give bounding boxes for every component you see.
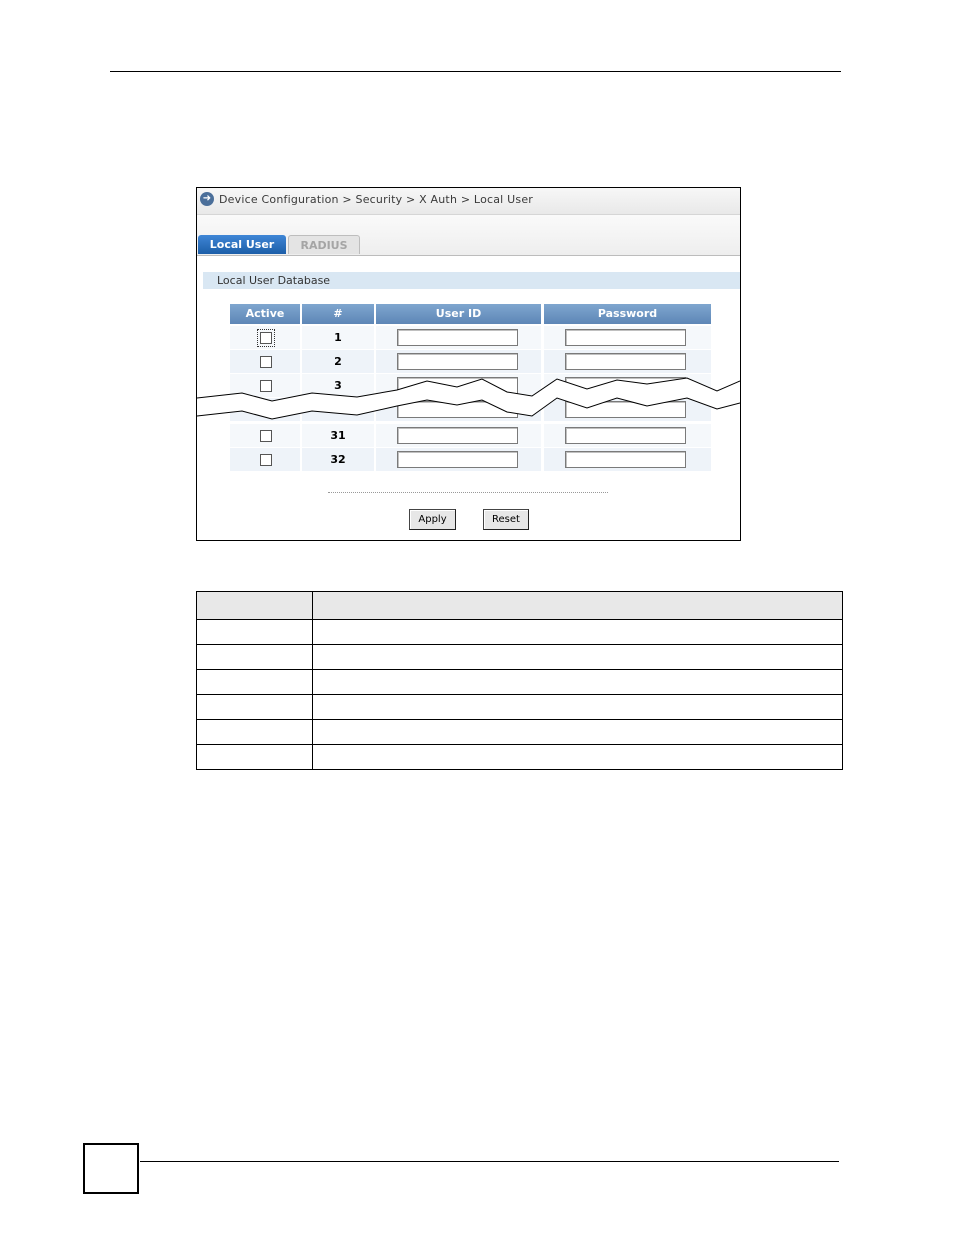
col-header-user-id: User ID	[376, 304, 541, 324]
active-checkbox[interactable]	[260, 356, 272, 368]
tab-local-user[interactable]: Local User	[198, 235, 286, 254]
table-row	[230, 350, 711, 373]
page-number-box	[83, 1143, 139, 1194]
row-number: 32	[302, 448, 374, 471]
section-title	[203, 272, 740, 289]
row-number: 3	[302, 374, 374, 397]
ui-screenshot	[196, 187, 741, 541]
row-number: 1	[302, 326, 374, 349]
active-checkbox[interactable]	[260, 454, 272, 466]
user-id-input[interactable]	[397, 427, 518, 444]
user-id-input[interactable]	[397, 353, 518, 370]
description-table	[196, 591, 843, 770]
page-break-tear	[197, 376, 740, 428]
table-row	[197, 670, 843, 695]
tab-bar	[197, 215, 740, 256]
apply-button[interactable]: Apply	[409, 509, 456, 530]
divider	[328, 492, 608, 493]
section-title-text: Local User Database	[217, 274, 331, 287]
user-id-input[interactable]	[397, 451, 518, 468]
password-input[interactable]	[565, 329, 686, 346]
table-header-row	[197, 592, 843, 620]
table-row	[197, 720, 843, 745]
breadcrumb-bar	[197, 188, 740, 215]
breadcrumb: Device Configuration > Security > X Auth > Local User	[219, 193, 534, 206]
table-row	[230, 448, 711, 471]
table-row	[197, 745, 843, 770]
row-number: 31	[302, 424, 374, 447]
row-number: 2	[302, 350, 374, 373]
footer-rule	[140, 1161, 839, 1162]
password-input[interactable]	[565, 451, 686, 468]
tab-radius[interactable]: RADIUS	[288, 235, 360, 254]
password-input[interactable]	[565, 353, 686, 370]
table-row	[197, 620, 843, 645]
col-header-number: #	[302, 304, 374, 324]
active-checkbox[interactable]	[260, 430, 272, 442]
table-row	[230, 326, 711, 349]
arrow-circle-icon: ➜	[200, 192, 214, 206]
active-checkbox[interactable]	[260, 332, 272, 344]
table-row	[197, 695, 843, 720]
user-id-input[interactable]	[397, 329, 518, 346]
col-header-active: Active	[230, 304, 300, 324]
col-header-password: Password	[544, 304, 711, 324]
reset-button[interactable]: Reset	[483, 509, 529, 530]
password-input[interactable]	[565, 427, 686, 444]
table-row	[230, 424, 711, 447]
header-rule	[110, 71, 841, 72]
table-row	[197, 645, 843, 670]
